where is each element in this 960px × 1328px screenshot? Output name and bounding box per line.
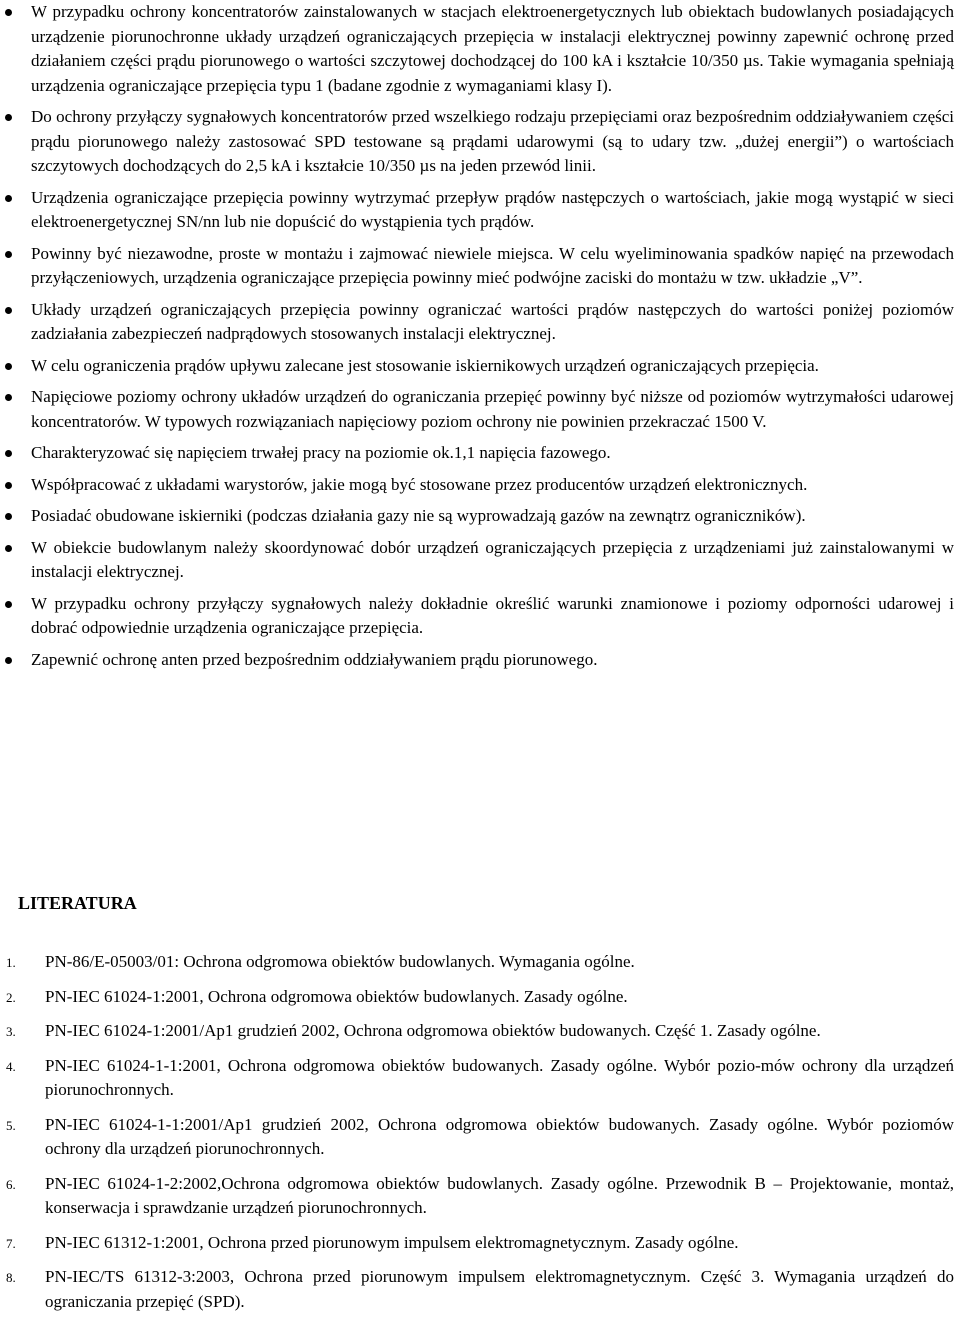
list-item-text: W przypadku ochrony przyłączy sygnałowych należy dokładnie określić warunki znamionowe i poziomy odporności udarowej i dobrać odpowiednie urządzenia ograniczające przepięcia. [31, 593, 954, 637]
bullet-icon [5, 482, 12, 489]
bullet-icon [5, 114, 12, 121]
reference-text: PN-IEC 61024-1-1:2001, Ochrona odgromowa obiektów budowanych. Zasady ogólne. Wybór pozio-mów ochrony dla urządzeń piorunochronnych. [45, 1055, 954, 1099]
bullet-icon [5, 394, 12, 401]
list-item-text: Urządzenia ograniczające przepięcia powinny wytrzymać przepływ prądów następczych o wartościach, jakie mogą wystąpić w sieci elektroenergetycznej SN/nn lub nie dopuścić do wystąpienia tych prądów. [31, 187, 954, 231]
list-item [0, 504, 954, 529]
reference-text: PN-IEC/TS 61312-3:2003, Ochrona przed piorunowym impulsem elektromagnetycznym. Część 3. Wymagania urządzeń do ograniczania przepięć (SPD). [45, 1267, 954, 1311]
list-item [0, 105, 954, 179]
list-item [0, 298, 954, 347]
list-item [0, 354, 954, 379]
list-item-text: W celu ograniczenia prądów upływu zalecane jest stosowanie iskiernikowych urządzeń ograniczających przepięcia. [31, 355, 819, 375]
list-item [0, 441, 954, 466]
list-item [0, 648, 954, 673]
list-item-text: W przypadku ochrony koncentratorów zainstalowanych w stacjach elektroenergetycznych lub obiektach budowlanych posiadających urządzenie piorunochronne układy urządzeń ograniczających przepięcia w instalacji elektrycznej powinny zapewnić ochronę przed działaniem części prądu piorunowego o wartości szczytowej dochodzącej do 100 kA i kształcie 10/350 µs. Takie wymagania spełniają urządzenia ograniczające przepięcia typu 1 (badane zgodnie z wymaganiami klasy I). [31, 2, 954, 95]
reference-number: 6. [6, 1176, 16, 1192]
literature-heading: LITERATURA [18, 893, 137, 913]
reference-text: PN-IEC 61024-1:2001, Ochrona odgromowa obiektów budowlanych. Zasady ogólne. [45, 986, 628, 1006]
bullet-icon [5, 545, 12, 552]
list-item-text: Do ochrony przyłączy sygnałowych koncentratorów przed wszelkiego rodzaju przepięciami oraz bezpośrednim oddziaływaniem części prądu piorunowego należy zastosować SPD testowane są prądami udarowymi (są to udary tzw. „dużej energii”) o wartościach szczytowych dochodzących do 2,5 kA i kształcie 10/350 µs na jeden przewód linii. [31, 107, 954, 175]
literature-list [0, 950, 954, 1314]
list-item [0, 473, 954, 498]
reference-item [0, 1231, 954, 1256]
reference-text: PN-IEC 61024-1:2001/Ap1 grudzień 2002, Ochrona odgromowa obiektów budowanych. Część 1. Zasady ogólne. [45, 1021, 821, 1040]
reference-text: PN-IEC 61024-1-1:2001/Ap1 grudzień 2002, Ochrona odgromowa obiektów budowanych. Zasady ogólne. Wybór poziomów ochrony dla urządzeń piorunochronnych. [45, 1114, 954, 1158]
bullet-icon [5, 251, 12, 258]
reference-number: 3. [6, 1024, 16, 1039]
list-item-text: Charakteryzować się napięciem trwałej pracy na poziomie ok.1,1 napięcia fazowego. [31, 443, 611, 462]
list-item [0, 186, 954, 235]
reference-number: 8. [6, 1270, 16, 1285]
reference-text: PN-IEC 61024-1-2:2002,Ochrona odgromowa obiektów budowlanych. Zasady ogólne. Przewodnik B – Projektowanie, montaż, konserwacja i sprawdzanie urządzeń piorunochronnych. [45, 1173, 954, 1217]
reference-number: 7. [6, 1235, 16, 1251]
reference-item [0, 950, 954, 975]
reference-number: 2. [6, 989, 16, 1005]
list-item [0, 0, 954, 98]
list-item-text: Układy urządzeń ograniczających przepięcia powinny ograniczać wartości prądów następczych do wartości poniżej poziomów zadziałania zabezpieczeń nadprądowych stosowanych instalacji elektrycznej. [31, 299, 954, 343]
list-item [0, 592, 954, 641]
reference-text: PN-IEC 61312-1:2001, Ochrona przed piorunowym impulsem elektromagnetycznym. Zasady ogólne. [45, 1232, 739, 1252]
bullet-icon [5, 657, 12, 664]
reference-item [0, 1172, 954, 1221]
bullet-icon [5, 9, 12, 16]
list-item [0, 242, 954, 291]
list-item-text: Powinny być niezawodne, proste w montażu i zajmować niewiele miejsca. W celu wyeliminowania spadków napięć na przewodach przyłączeniowych, urządzenia ograniczające przepięcia powinny mieć podwójne zaciski do montażu w tzw. układzie „V”. [31, 243, 954, 287]
bullet-icon [5, 450, 12, 457]
bullet-icon [5, 601, 12, 608]
list-item-text: W obiekcie budowlanym należy skoordynować dobór urządzeń ograniczających przepięcia z urządzeniami już zainstalowanymi w instalacji elektrycznej. [31, 537, 954, 581]
bullet-icon [5, 513, 12, 520]
reference-number: 4. [6, 1058, 16, 1074]
list-item [0, 385, 954, 434]
reference-text: PN-86/E-05003/01: Ochrona odgromowa obiektów budowlanych. Wymagania ogólne. [45, 952, 635, 971]
reference-number: 5. [6, 1117, 16, 1133]
reference-number: 1. [6, 955, 16, 970]
list-item-text: Napięciowe poziomy ochrony układów urządzeń do ograniczania przepięć powinny być niższe od poziomów wytrzymałości udarowej koncentratorów. W typowych rozwiązaniach napięciowy poziom ochrony nie powinien przekraczać 1500 V. [31, 387, 954, 431]
reference-item [0, 985, 954, 1010]
bullet-icon [5, 363, 12, 370]
reference-item [0, 1054, 954, 1103]
list-item-text: Zapewnić ochronę anten przed bezpośrednim oddziaływaniem prądu piorunowego. [31, 649, 598, 669]
reference-item [0, 1019, 954, 1044]
reference-item [0, 1265, 954, 1314]
reference-item [0, 1113, 954, 1162]
list-item-text: Posiadać obudowane iskierniki (podczas działania gazy nie są wyprowadzają gazów na zewnątrz ograniczników). [31, 506, 806, 525]
bullet-icon [5, 307, 12, 314]
list-item-text: Współpracować z układami warystorów, jakie mogą być stosowane przez producentów urządzeń elektronicznych. [31, 474, 808, 494]
bullet-icon [5, 195, 12, 202]
list-item [0, 536, 954, 585]
